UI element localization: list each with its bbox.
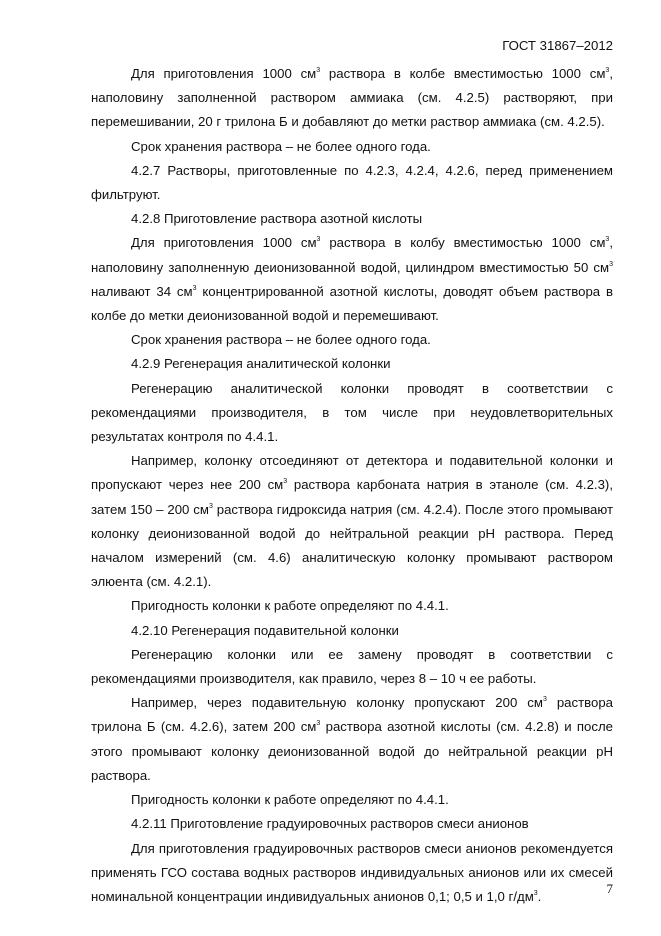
document-header: ГОСТ 31867–2012 bbox=[502, 38, 613, 53]
section-heading: 4.2.8 Приготовление раствора азотной кислоты bbox=[131, 211, 423, 227]
paragraph: 4.2.7 Растворы, приготовленные по 4.2.3, 4.2.4, 4.2.6, перед применением фильтруют. bbox=[91, 162, 613, 203]
paragraph: Срок хранения раствора – не более одного года. bbox=[131, 332, 431, 348]
paragraph: Для приготовления градуировочных растворов смеси анионов рекомендуется применять ГСО состава водных растворов индивидуальных анионов или их смесей номинальной концентрации индивидуальных анионов 0,1; 0,5 и 1,0 $г/дм^3$. bbox=[91, 840, 613, 904]
paragraph: Срок хранения раствора – не более одного года. bbox=[131, 138, 431, 154]
document-body bbox=[91, 62, 613, 909]
page-number: 7 bbox=[606, 881, 613, 896]
paragraph: Для приготовления 1000 $см^3$ раствора в колбе вместимостью 1000 $см^3$, наполовину заполненной раствором аммиака (см. 4.2.5) растворяют, при перемешивании, 20 г трилона Б и добавляют до метки раствор аммиака (см. 4.2.5). bbox=[91, 66, 613, 130]
section-heading: 4.2.10 Регенерация подавительной колонки bbox=[131, 622, 399, 638]
paragraph: Например, через подавительную колонку пропускают 200 $см^3$ раствора трилона Б (см. 4.2.6), затем 200 $см^3$ раствора азотной кислоты (см. 4.2.8) и после этого промывают колонку деионизованной водой до нейтральной реакции pH раствора. bbox=[91, 695, 614, 783]
paragraph: Для приготовления 1000 $см^3$ раствора в колбу вместимостью 1000 $см^3$, наполовину заполненную деионизованной водой, цилиндром вместимостью 50 $см^3$ наливают 34 $см^3$ концентрированной азотной кислоты, доводят объем раствора в колбе до метки деионизованной водой и перемешивают. bbox=[91, 235, 613, 324]
paragraph: Пригодность колонки к работе определяют по 4.4.1. bbox=[131, 598, 449, 614]
paragraph: Регенерацию аналитической колонки проводят в соответствии с рекомендациями производителя, в том числе при неудовлетворительных результатах контроля по 4.4.1. bbox=[91, 380, 613, 445]
paragraph: Например, колонку отсоединяют от детектора и подавительной колонки и пропускают через нее 200 $см^3$ раствора карбоната натрия в этаноле (см. 4.2.3), затем 150 – 200 $см^3$ раствора гидроксида натрия (см. 4.2.4). После этого промывают колонку деионизованной водой до нейтральной реакции pH раствора. Перед началом измерений (см. 4.6) аналитическую колонку промывают раствором элюента (см. 4.2.1). bbox=[91, 453, 613, 590]
paragraph: Регенерацию колонки или ее замену проводят в соответствии с рекомендациями производителя, как правило, через 8 – 10 ч ее работы. bbox=[91, 646, 613, 687]
section-heading: 4.2.11 Приготовление градуировочных растворов смеси анионов bbox=[131, 816, 529, 832]
section-heading: 4.2.9 Регенерация аналитической колонки bbox=[131, 356, 391, 372]
paragraph: Пригодность колонки к работе определяют по 4.4.1. bbox=[131, 792, 449, 808]
